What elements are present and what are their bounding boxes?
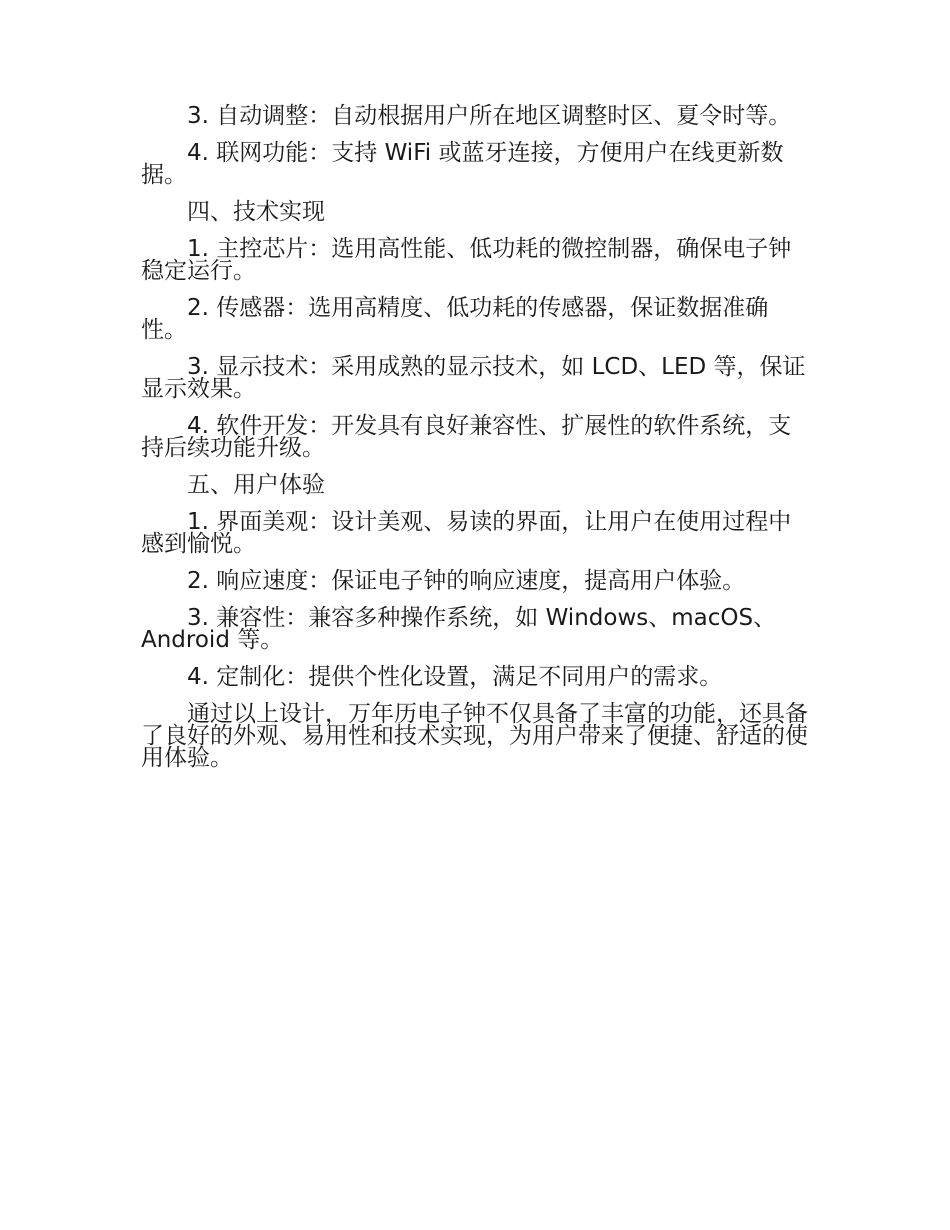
paragraph-response: 2. 响应速度：保证电子钟的响应速度，提高用户体验。 (187, 568, 746, 594)
paragraph-software: 4. 软件开发：开发具有良好兼容性、扩展性的软件系统，支持后续功能升级。 (141, 413, 792, 461)
paragraph-compat: 3. 兼容性：兼容多种操作系统，如 Windows、macOS、Android 等。 (141, 605, 777, 653)
paragraph-display: 3. 显示技术：采用成熟的显示技术，如 LCD、LED 等，保证显示效果。 (141, 354, 806, 402)
paragraph-sensor: 2. 传感器：选用高精度、低功耗的传感器，保证数据准确性。 (141, 295, 769, 343)
paragraph-auto-adjust: 3. 自动调整：自动根据用户所在地区调整时区、夏令时等。 (187, 103, 792, 129)
paragraph-mcu: 1. 主控芯片：选用高性能、低功耗的微控制器，确保电子钟稳定运行。 (141, 236, 792, 284)
paragraph-interface: 1. 界面美观：设计美观、易读的界面，让用户在使用过程中感到愉悦。 (141, 509, 792, 557)
section-heading-ux: 五、用户体验 (187, 472, 325, 498)
paragraph-summary: 通过以上设计，万年历电子钟不仅具备了丰富的功能，还具备了良好的外观、易用性和技术实现，为用户带来了便捷、舒适的使用体验。 (141, 701, 808, 771)
paragraph-network: 4. 联网功能：支持 WiFi 或蓝牙连接，方便用户在线更新数据。 (141, 140, 784, 188)
document-body (141, 105, 813, 784)
section-heading-tech: 四、技术实现 (187, 199, 325, 225)
paragraph-custom: 4. 定制化：提供个性化设置，满足不同用户的需求。 (187, 664, 723, 690)
